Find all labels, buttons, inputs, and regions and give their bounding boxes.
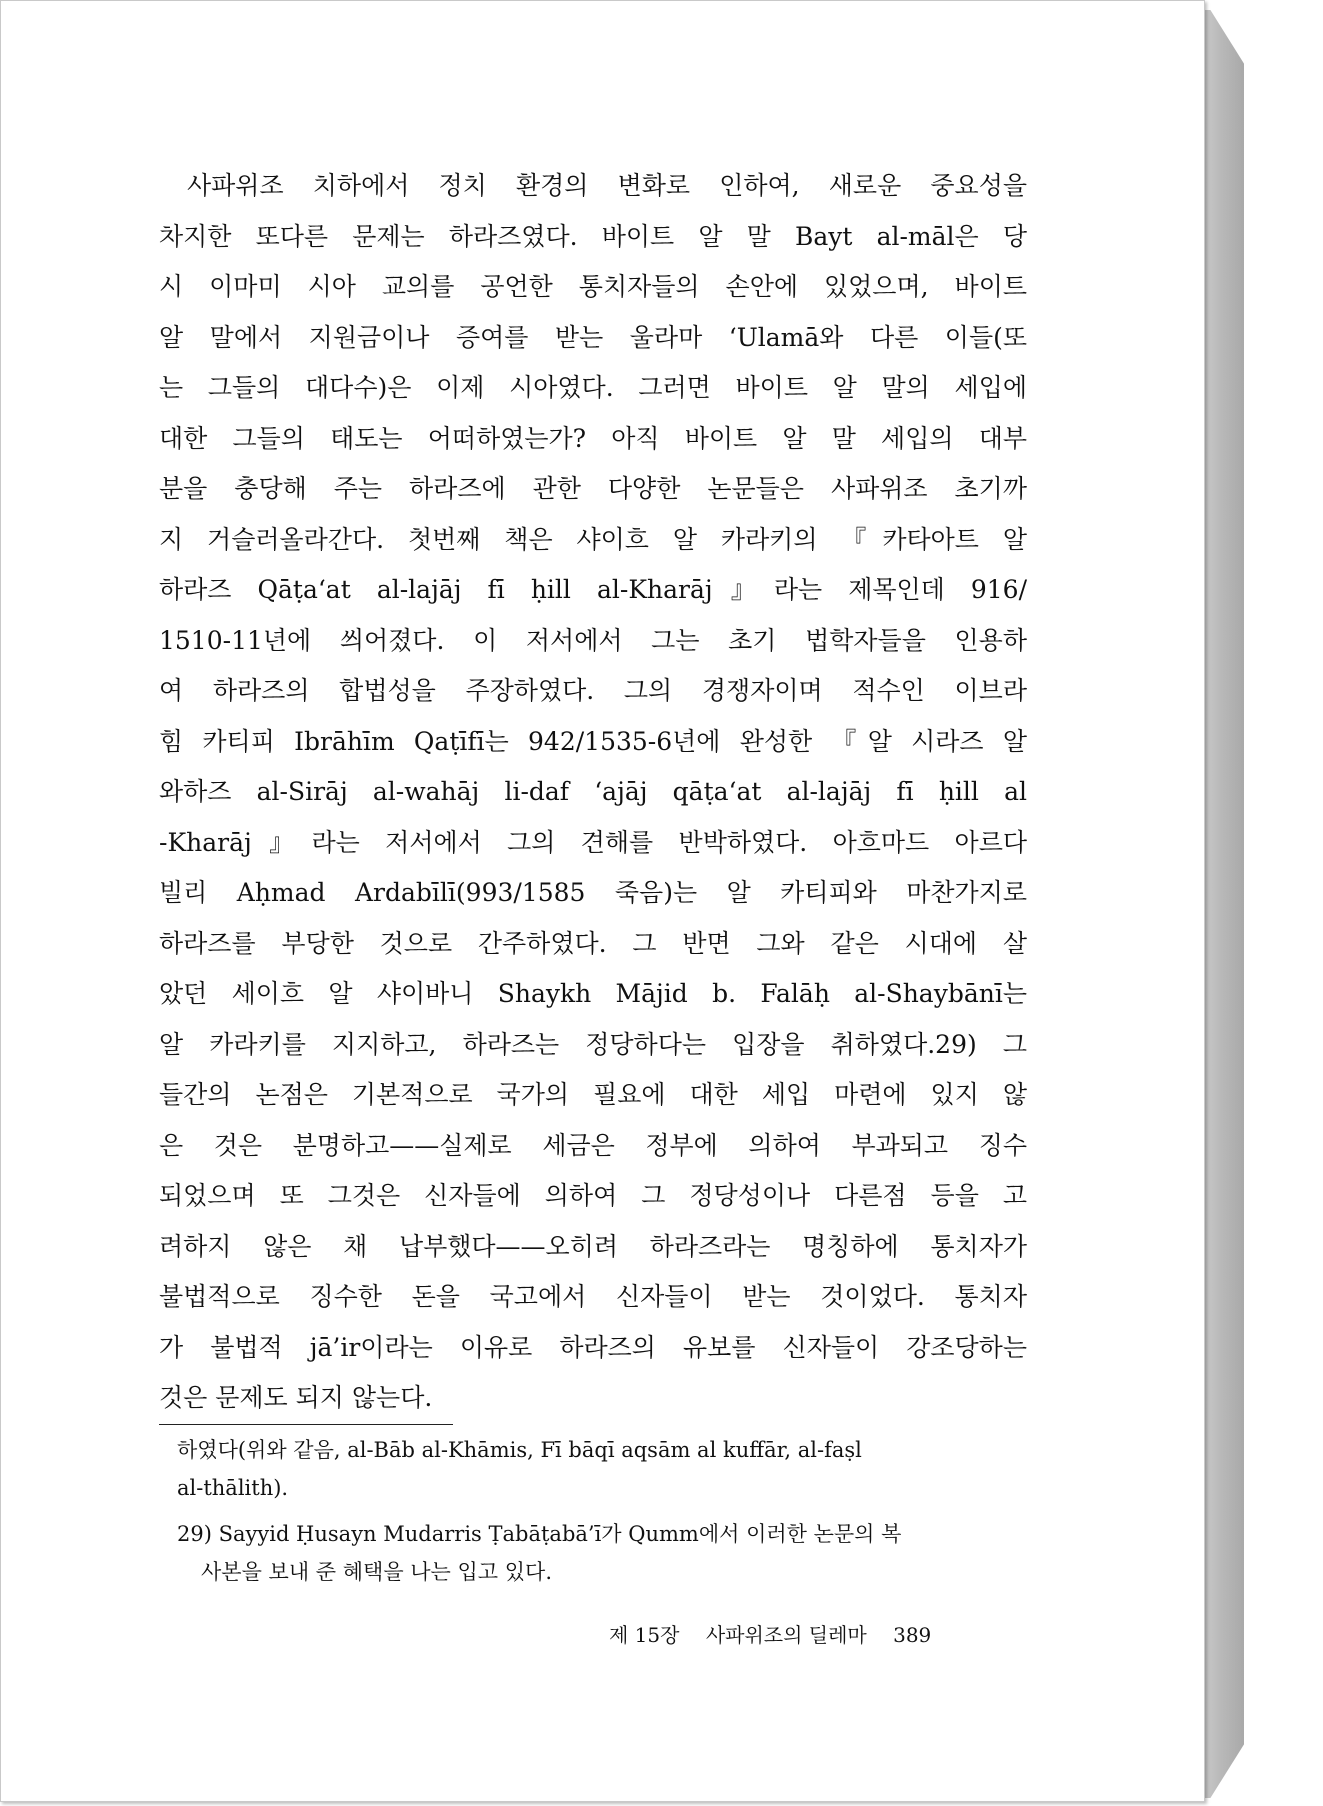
body-line: 하라즈 Qāṭa‘at al-lajāj fī ḥill al-Kharāj』라는 제목인데 916/ [159, 575, 1027, 604]
body-line: 시 이마미 시아 교의를 공언한 통치자들의 손안에 있었으며, 바이트 [159, 272, 1027, 301]
body-line: 것은 문제도 되지 않는다. [159, 1383, 433, 1412]
footnote-line: 하였다(위와 같음, al-Bāb al-Khāmis, Fī bāqī aqsām al kuffār, al-faṣl [177, 1438, 862, 1462]
body-line: 분을 충당해 주는 하라즈에 관한 다양한 논문들은 사파위조 초기까 [159, 474, 1027, 503]
chapter-number: 제 15장 [609, 1623, 680, 1647]
body-line: 려하지 않은 채 납부했다——오히려 하라즈라는 명칭하에 통치자가 [159, 1231, 1027, 1261]
body-line: 았던 세이흐 알 샤이바니 Shaykh Mājid b. Falāḥ al-Shaybānī는 [159, 979, 1027, 1008]
footnote-29: 29) Sayyid Ḥusayn Mudarris Ṭabāṭabā’ī가 Qumm에서 이러한 논문의 복 [177, 1522, 902, 1546]
footnotes [177, 1431, 1027, 1591]
body-line: 가 불법적 jā’ir이라는 이유로 하라즈의 유보를 신자들이 강조당하는 [159, 1332, 1027, 1362]
body-line: 알 카라키를 지지하고, 하라즈는 정당하다는 입장을 취하였다.29) 그 [159, 1029, 1027, 1059]
body-text [159, 161, 1027, 1424]
body-line: 사파위조 치하에서 정치 환경의 변화로 인하여, 새로운 중요성을 [187, 171, 1027, 200]
body-line: 되었으며 또 그것은 신자들에 의하여 그 정당성이나 다른점 등을 고 [159, 1181, 1027, 1210]
chapter-title: 사파위조의 딜레마 [705, 1623, 867, 1647]
body-line: 하라즈를 부당한 것으로 간주하였다. 그 반면 그와 같은 시대에 살 [159, 928, 1027, 958]
body-line: 빌리 Aḥmad Ardabīlī(993/1585 죽음)는 알 카티피와 마찬가지로 [159, 878, 1027, 907]
body-line: 불법적으로 징수한 돈을 국고에서 신자들이 받는 것이었다. 통치자 [159, 1282, 1027, 1311]
running-footer [609, 1619, 1019, 1648]
body-line: 힘 카티피 Ibrāhīm Qaṭīfī는 942/1535-6년에 완성한 『알 시라즈 알 [159, 726, 1027, 756]
page-number: 389 [893, 1623, 932, 1647]
body-line: 들간의 논점은 기본적으로 국가의 필요에 대한 세입 마련에 있지 않 [159, 1080, 1027, 1109]
body-line: 차지한 또다른 문제는 하라즈였다. 바이트 알 말 Bayt al-māl은 당 [159, 221, 1027, 251]
footnote-line: al-thālith). [177, 1476, 289, 1500]
body-line: 대한 그들의 태도는 어떠하였는가? 아직 바이트 알 말 세입의 대부 [159, 423, 1027, 453]
body-line: 여 하라즈의 합법성을 주장하였다. 그의 경쟁자이며 적수인 이브라 [159, 676, 1027, 705]
body-line: 1510-11년에 씌어졌다. 이 저서에서 그는 초기 법학자들을 인용하 [159, 625, 1027, 655]
body-line: 와하즈 al-Sirāj al-wahāj li-daf ‘ajāj qāṭa‘at al-lajāj fī ḥill al [159, 777, 1027, 806]
footnote-divider [159, 1424, 453, 1425]
body-line: 지 거슬러올라간다. 첫번째 책은 샤이흐 알 카라키의 『카타아트 알 [159, 524, 1027, 554]
footnote-line: 사본을 보내 준 혜택을 나는 입고 있다. [201, 1560, 553, 1584]
body-line: -Kharāj』라는 저서에서 그의 견해를 반박하였다. 아흐마드 아르다 [159, 827, 1027, 857]
body-line: 알 말에서 지원금이나 증여를 받는 울라마 ‘Ulamā와 다른 이들(또 [159, 322, 1027, 352]
body-line: 는 그들의 대다수)은 이제 시아였다. 그러면 바이트 알 말의 세입에 [159, 373, 1027, 402]
body-line: 은 것은 분명하고——실제로 세금은 정부에 의하여 부과되고 징수 [159, 1130, 1027, 1160]
